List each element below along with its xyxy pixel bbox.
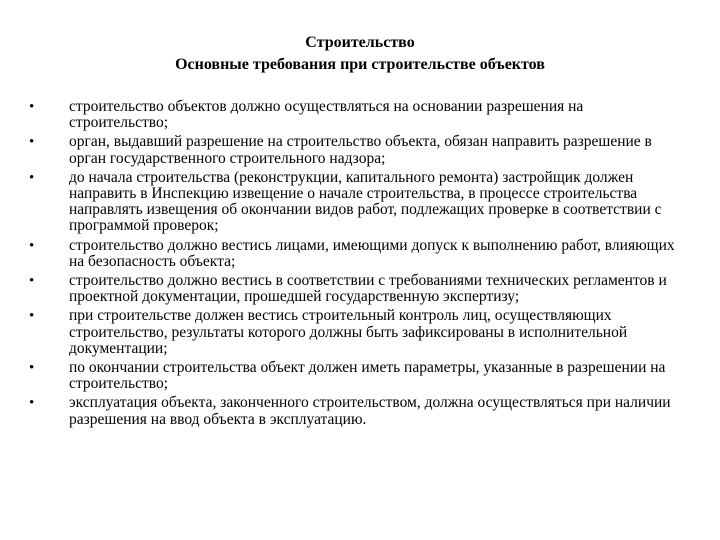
list-item bbox=[26, 360, 686, 392]
list-item bbox=[26, 273, 686, 305]
bullet-icon: • bbox=[29, 169, 35, 186]
title-line-1: Строительство bbox=[305, 34, 415, 51]
list-item bbox=[26, 170, 686, 235]
list-item-text: строительство должно вестись лицами, имеющими допуск к выполнению работ, влияющих на безопасность объекта; bbox=[69, 236, 675, 270]
title-line-2: Основные требования при строительстве объектов bbox=[175, 56, 545, 73]
list-item bbox=[26, 308, 686, 357]
bullet-icon: • bbox=[29, 360, 35, 377]
list-item-text: по окончании строительства объект должен иметь параметры, указанные в разрешении на строительство; bbox=[69, 359, 666, 393]
list-item bbox=[26, 99, 686, 131]
list-item-text: строительство объектов должно осуществляться на основании разрешения на строительство; bbox=[69, 98, 584, 132]
bullet-icon: • bbox=[29, 237, 35, 254]
list-item bbox=[26, 134, 686, 166]
list-item-text: орган, выдавший разрешение на строительство объекта, обязан направить разрешение в орган государственного строительного надзора; bbox=[69, 133, 652, 167]
requirements-list bbox=[26, 99, 686, 431]
bullet-icon: • bbox=[29, 99, 35, 115]
list-item-text: строительство должно вестись в соответствии с требованиями технических регламентов и проектной документации, прошедшей государственную экспертизу; bbox=[69, 272, 667, 306]
list-item bbox=[26, 238, 686, 270]
bullet-icon: • bbox=[29, 308, 35, 325]
list-item-text: при строительстве должен вестись строительный контроль лиц, осуществляющих строительство, результаты которого должны быть зафиксированы в исполнительной документации; bbox=[69, 307, 628, 357]
bullet-icon: • bbox=[29, 134, 35, 151]
bullet-icon: • bbox=[29, 395, 35, 412]
list-item-text: эксплуатация объекта, законченного строительством, должна осуществляться при наличии разрешения на ввод объекта в эксплуатацию. bbox=[69, 394, 671, 428]
bullet-icon: • bbox=[29, 273, 35, 290]
list-item-text: до начала строительства (реконструкции, капитального ремонта) застройщик должен направить в Инспекцию извещение о начале строительства, в процессе строительства направлять извещения об окончании видов работ, подлежащих проверке в соответствии с программой проверок; bbox=[69, 168, 662, 235]
page-title bbox=[0, 32, 720, 76]
list-item bbox=[26, 395, 686, 427]
